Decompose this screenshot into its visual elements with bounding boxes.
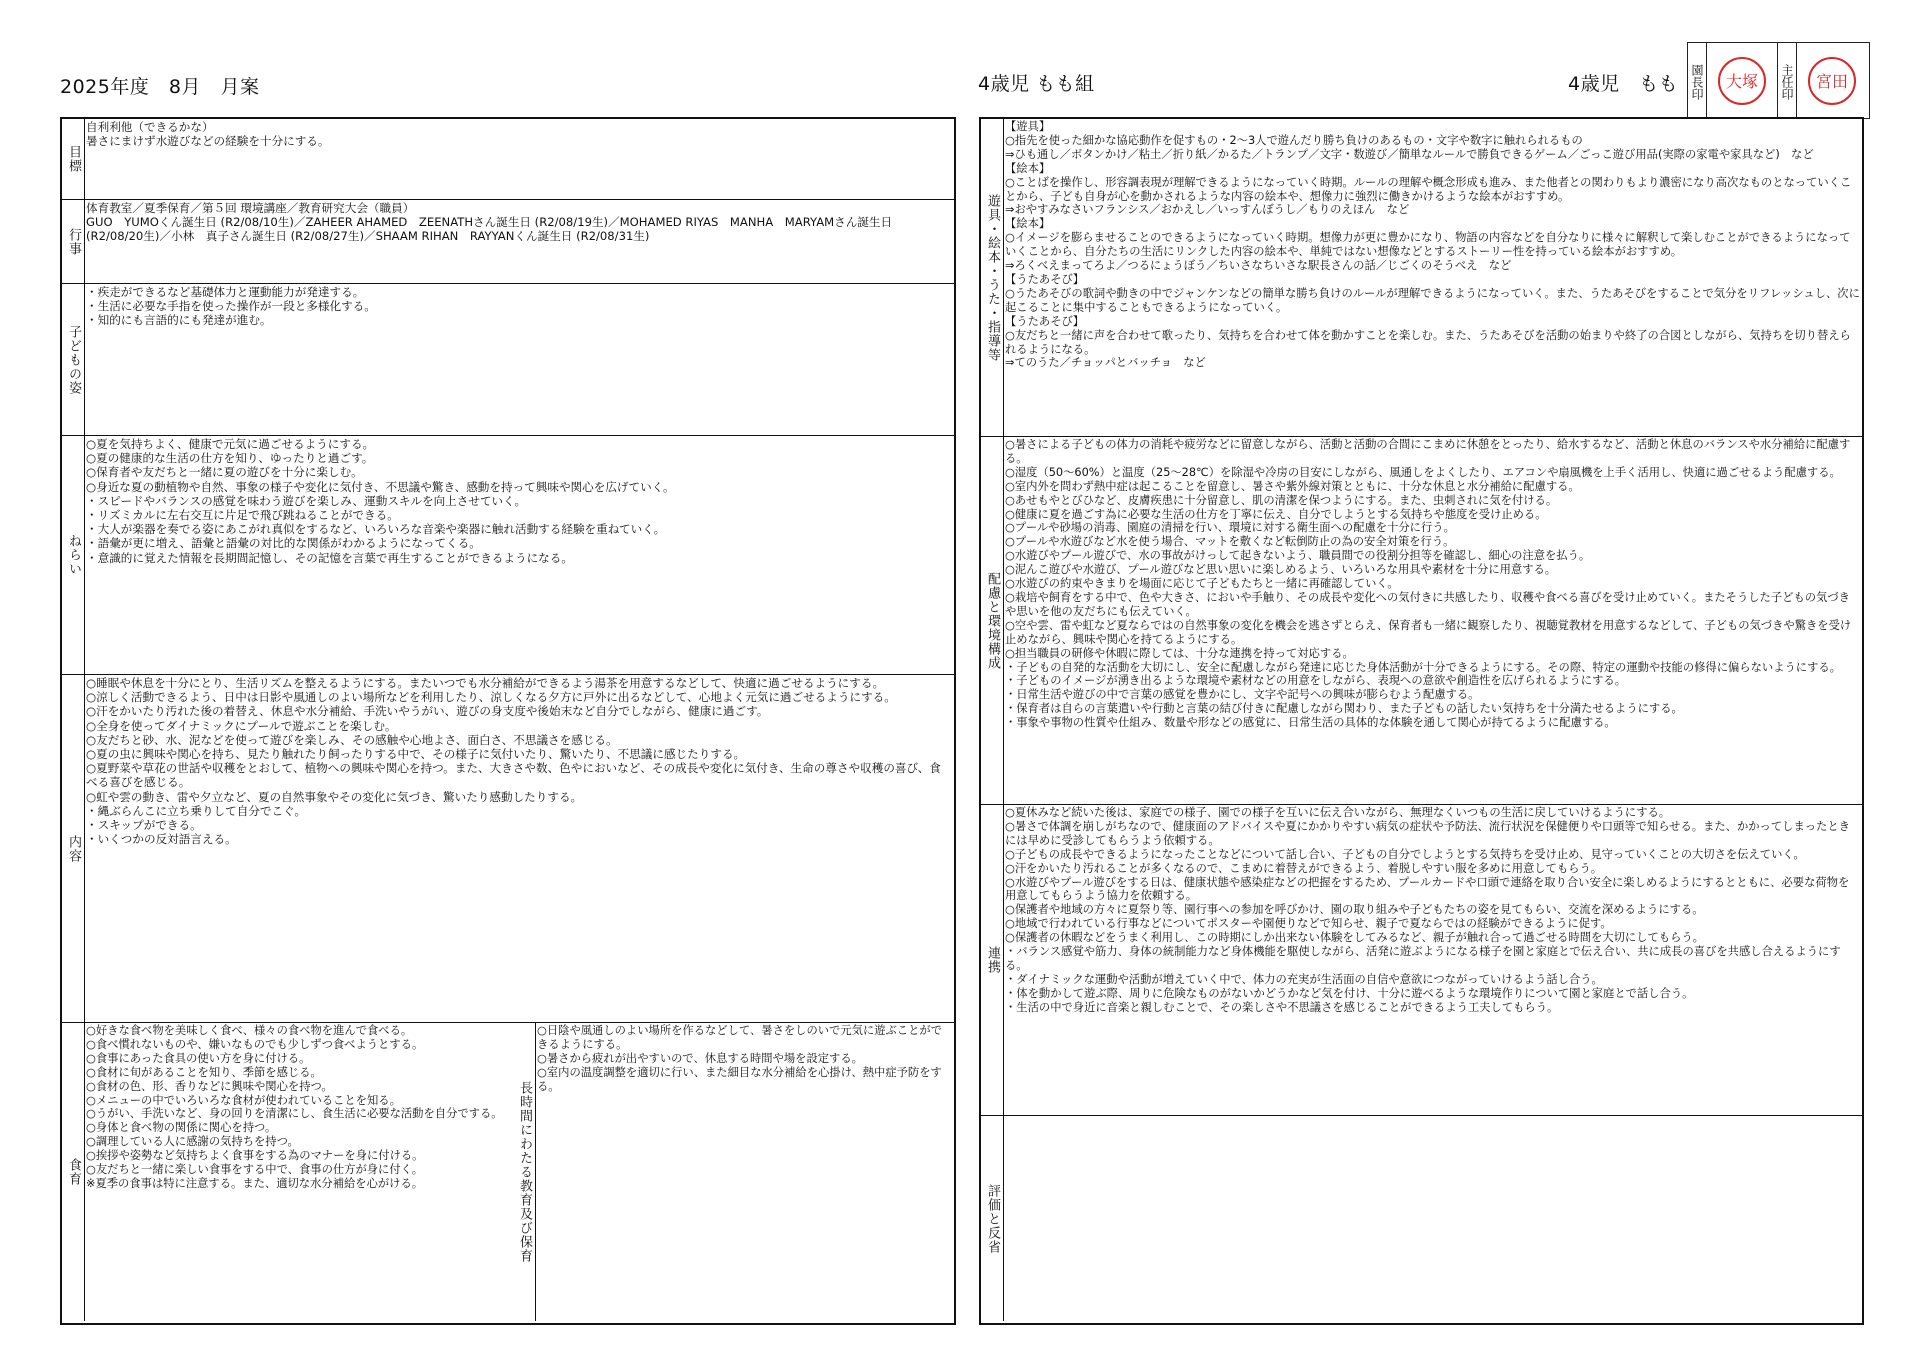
- text-line: ○健康に夏を過ごす為に必要な生活の仕方を丁寧に伝え、自分でしようとする気持ちや態度を受け止める。: [1005, 507, 1547, 521]
- text-line: ○夏の虫に興味や関心を持ち、見たり触れたり飼ったりする中で、その様子に気付いたり、驚いたり、不思議に感じたりする。: [86, 747, 746, 762]
- text-line: ○調理している人に感謝の気持ちを持つ。: [86, 1135, 299, 1149]
- text-line: ○担当職員の研修や休暇に際しては、十分な連携を持って対応する。: [1005, 646, 1354, 660]
- environment-content: [1005, 438, 1860, 804]
- text-line: ・縄ぶらんこに立ち乗りして自分でこぐ。: [86, 803, 307, 818]
- events-content: [86, 201, 952, 283]
- page-title: 2025年度 8月 月案: [60, 76, 260, 98]
- text-line: ○汗をかいたり汚れた後の着替え、休息や水分補給、手洗いやうがい、遊びの身支度や後始末など自分でしながら、健康に過ごす。: [86, 704, 769, 719]
- aims-row: [62, 436, 954, 675]
- text-line: ○食事にあった食具の使い方を身に付ける。: [86, 1051, 311, 1065]
- text-line: ・リズミカルに左右交互に片足で飛び跳ねることができる。: [86, 508, 399, 523]
- cooperation-content: [1005, 806, 1860, 1115]
- text-line: ・大人が楽器を奏でる姿にあこがれ真似をするなど、いろいろな音楽や楽器に触れ活動する経験を重ねていく。: [86, 522, 666, 537]
- text-line: GUO YUMOくん誕生日 (R2/08/10生)／ZAHEER AHAMED ZEENATHさん誕生日 (R2/08/19生)／MOHAMED RIYAS MANHA MARYAMさん誕生日 (R2/08/20生)／小林 真子さん誕生日 (R2/08/27生)／SHAAM RIHAN RAYYANくん誕生日 (R2/08/31生): [86, 215, 893, 244]
- approval-stamps: [1687, 42, 1870, 119]
- text-line: ○プールや水遊びなど水を使う場合、マットを敷くなど転倒防止の為の安全対策を行う。: [1005, 535, 1455, 549]
- principal-stamp-label: 園長印: [1688, 43, 1707, 118]
- long-care-content: [537, 1024, 952, 1321]
- text-line: ○友だちと一緒に声を合わせて歌ったり、気持ちを合わせて体を動かすことを楽しむ。また、うたあそびを活動の始まりや終了の合図としながら、気持ちを切り替えられるようになる。: [1005, 328, 1851, 356]
- text-line: ○空や雲、雷や虹など夏ならではの自然事象の変化を機会を逃さずとらえ、保育者も一緒に観察したり、視聴覚教材を用意するなどして、子どもの気づきや驚きを受け止めながら、興味や関心を持てるようにする。: [1005, 618, 1852, 646]
- aims-content: [86, 437, 952, 674]
- text-line: ⇒てのうた／チョッパとバッチョ など: [1005, 356, 1206, 370]
- left-plan-table: [60, 117, 956, 1325]
- text-line: ・保育者は自らの言葉遣いや行動と言葉の結び付きに配慮しながら関わり、また子どもの話したい気持ちを十分満たせるようにする。: [1005, 702, 1683, 716]
- child-state-row: [62, 284, 954, 436]
- text-line: ○うがい、手洗いなど、身の回りを清潔にし、食生活に必要な活動を自分でする。: [86, 1107, 503, 1121]
- play-content: [1005, 120, 1860, 436]
- text-line: ・生活に必要な手指を使った操作が一段と多様化する。: [86, 299, 376, 314]
- text-line: ・子どものイメージが湧き出るような環境や素材などの用意をしながら、表現への意欲や創造性を広げられるようにする。: [1005, 674, 1626, 688]
- text-line: 【絵本】: [1005, 161, 1051, 175]
- contents-row: [62, 675, 954, 1023]
- goals-content: [86, 120, 952, 199]
- text-line: 体育教室／夏季保育／第５回 環境講座／教育研究大会（職員）: [86, 201, 415, 215]
- principal-stamp-box: [1707, 43, 1778, 118]
- text-line: ・体を動かして遊ぶ際、周りに危険なものがないかどうかなど気を付け、十分に遊べるような環境作りについて園と家庭とで話し合う。: [1005, 986, 1694, 1000]
- text-line: ○身体と食べ物の関係に関心を持つ。: [86, 1121, 277, 1135]
- text-line: ○涼しく活動できるよう、日中は日影や風通しのよい場所などを利用したり、涼しくなる夕方に戸外に出るなどして、心地よく元気に過ごせるようにする。: [86, 690, 896, 705]
- evaluation-content[interactable]: [1005, 1117, 1860, 1321]
- text-line: ○ことばを操作し、形容調表現が理解できるようになっていく時期。ルールの理解や概念形成も進み、また他者との関わりもより濃密になり高次なものとなっていくことから、子ども自身が心を動かされるような内容の絵本や、想像力に強烈に働きかけるような絵本がおすすめ。: [1005, 175, 1852, 203]
- food-content: [86, 1024, 510, 1321]
- text-line: ・日常生活や遊びの中で言葉の感覚を豊かにし、文字や記号への興味が膨らむよう配慮する。: [1005, 688, 1480, 702]
- text-line: ○睡眠や休息を十分にとり、生活リズムを整えるようにする。またいつでも水分補給ができるよう湯茶を用意するなどして、快適に過ごせるようにする。: [86, 676, 885, 690]
- text-line: ○泥んこ遊びや水遊び、プール遊びなど思い思いに楽しめるよう、いろいろな用具や素材を十分に用意する。: [1005, 563, 1557, 577]
- aims-label: ねらい: [62, 436, 85, 674]
- text-line: ⇒ひも通し／ボタンかけ／粘土／折り紙／かるた／トランプ／文字・数遊び／簡単なルールで勝負できるゲーム／ごっこ遊び用品(実際の家電や家具など) など: [1005, 147, 1814, 161]
- text-line: ・いくつかの反対語言える。: [86, 832, 237, 847]
- text-line: ○虹や雲の動き、雷や夕立など、夏の自然事象やその変化に気づき、驚いたり感動したりする。: [86, 789, 583, 804]
- chief-stamp-box: [1797, 43, 1867, 118]
- text-line: ○水遊びやプール遊びで、水の事故がけっして起きないよう、職員間での役割分担等を確認し、細心の注意を払う。: [1005, 549, 1591, 563]
- long-care-label: 長時間にわたる教育及び保育: [513, 1023, 536, 1321]
- environment-row: [981, 437, 1862, 805]
- text-line: ・疾走ができるなど基礎体力と運動能力が発達する。: [86, 285, 365, 299]
- text-line: ○保護者の休暇などをうまく利用し、この時期にしか出来ない体験をしてみるなど、親子が触れ合って過ごせる時間を大切にしてもらう。: [1005, 931, 1704, 945]
- text-line: 【遊具】: [1005, 120, 1051, 133]
- text-line: ・バランス感覚や筋力、身体の統制能力など身体機能を駆使しながら、活発に遊ぶようになる様子を園と家庭とで伝え合い、共に成長の喜びを共感し合えるようにする。: [1005, 945, 1841, 972]
- chief-seal: 宮田: [1808, 57, 1856, 105]
- text-line: ⇒ろくべえまってろよ／つるにょうぼう／ちいさなちいさな駅長さんの話／じごくのそうべえ など: [1005, 259, 1512, 273]
- contents-content: [86, 676, 952, 1022]
- evaluation-label: 評価と反省: [981, 1116, 1004, 1321]
- text-line: ○水遊びの約束やきまりを場面に応じて子どもたちと一緒に再確認していく。: [1005, 577, 1399, 591]
- cooperation-row: [981, 805, 1862, 1116]
- child-state-content: [86, 285, 952, 435]
- events-row: [62, 200, 954, 284]
- text-line: ○栽培や飼育をする中で、色や大きさ、においや手触り、その成長や変化への気付きに共感したり、収穫や食べる喜びを受け止めていく。またそうした子どもの気づきや思いを他の友だちにも伝えていく。: [1005, 590, 1850, 618]
- text-line: ⇒おやすみなさいフランシス／おかえし／いっすんぼうし／もりのえほん など: [1005, 203, 1410, 217]
- text-line: ○イメージを膨らませることのできるようになっていく時期。想像力が更に豊かになり、物語の内容などを自分なりに様々に解釈して楽しむことができるようになっていくことから、自分たちの生活にリンクした内容の絵本や、単純ではない想像などとするストーリー性を持っている絵本がおすすめ。: [1005, 231, 1851, 259]
- text-line: ○友だちと砂、水、泥などを使って遊びを楽しみ、その感触や心地よさ、面白さ、不思議さを感じる。: [86, 732, 618, 747]
- environment-label: 配慮と環境構成: [981, 437, 1004, 804]
- text-line: ・語彙が更に増え、語彙と語彙の対比的な関係がわかるようになってくる。: [86, 536, 481, 551]
- food-care-row: [62, 1023, 954, 1321]
- text-line: ○汗をかいたり汚れることが多くなるので、こまめに着替えができるよう、着脱しやすい服を多めに用意してもらう。: [1005, 861, 1603, 875]
- text-line: ○あせもやとびひなど、皮膚疾患に十分留意し、肌の清潔を保つようにする。また、虫刺されに気を付ける。: [1005, 493, 1558, 507]
- text-line: 【うたあそび】: [1005, 272, 1085, 286]
- cooperation-label: 連携: [981, 805, 1004, 1115]
- text-line: ○食材に旬があることを知り、季節を感じる。: [86, 1065, 322, 1079]
- text-line: ・知的にも言語的にも発達が進む。: [86, 313, 272, 328]
- play-row: [981, 119, 1862, 437]
- contents-label: 内容: [62, 675, 85, 1022]
- text-line: ・事象や事物の性質や仕組み、数量や形などの感覚に、日常生活の具体的な体験を通して関心が持てるように配慮する。: [1005, 716, 1616, 730]
- text-line: ○日陰や風通しのよい場所を作るなどして、暑さをしのいで元気に遊ぶことができるようにする。: [537, 1024, 943, 1051]
- text-line: 自利利他（できるかな）: [86, 120, 214, 134]
- right-plan-table: [979, 117, 1864, 1325]
- text-line: ・スキップができる。: [86, 818, 202, 833]
- text-line: ○室内外を問わず熱中症は起こることを留意し、暑さや紫外線対策とともに、十分な休息と水分補給に配慮する。: [1005, 479, 1580, 493]
- goals-row: [62, 119, 954, 200]
- text-line: ○夏の健康的な生活の仕方を知り、ゆったりと過ごす。: [86, 451, 374, 466]
- text-line: ・ダイナミックな運動や活動が増えていく中で、体力の充実が生活面の自信や意欲につながっていけるよう話し合う。: [1005, 972, 1603, 986]
- events-label: 行事: [62, 200, 85, 283]
- text-line: ○暑さによる子どもの体力の消耗や疲労などに留意しながら、活動と活動の合間にこまめに休憩をとったり、給水するなど、活動と休息のバランスや水分補給に配慮する。: [1005, 438, 1851, 465]
- text-line: ○友だちと一緒に楽しい食事をする中で、食事の仕方が身に付く。: [86, 1163, 424, 1177]
- text-line: 【うたあそび】: [1005, 314, 1085, 328]
- text-line: ○水遊びやプール遊びをする日は、健康状態や感染症などの把握をするため、プールカードや口頭で連絡を取り合い安全に楽しめるようにするとともに、必要な荷物を用意してもらうよう協力を依頼する。: [1005, 875, 1850, 903]
- text-line: ○身近な夏の動植物や自然、事象の様子や変化に気付き、不思議や驚き、感動を持って興味や関心を広げていく。: [86, 479, 675, 494]
- text-line: ○うたあそびの歌詞や動きの中でジャンケンなどの簡単な勝ち負けのルールが理解できるようになっていく。また、うたあそびをすることで気分をリフレッシュし、次に起こることに集中することもできるようになっていく。: [1005, 286, 1860, 314]
- text-line: ○湿度（50〜60%）と温度（25〜28℃）を除湿や冷房の目安にしながら、風通しをよくしたり、エアコンや扇風機を上手く活用し、快適に過ごせるよう配慮する。: [1005, 465, 1841, 479]
- text-line: ※夏季の食事は特に注意する。また、適切な水分補給を心がける。: [86, 1176, 424, 1190]
- principal-seal: 大塚: [1718, 57, 1766, 105]
- play-label: 遊具・絵本・うた・指導等: [981, 119, 1004, 436]
- text-line: ○地域で行われている行事などについてポスターや園便りなどで知らせ、親子で夏ならではの経験ができるように促す。: [1005, 917, 1612, 931]
- text-line: ・スピードやバランスの感覚を味わう遊びを楽しみ、運動スキルを向上させていく。: [86, 493, 527, 508]
- text-line: ○夏野菜や草花の世話や収穫をとおして、植物への興味や関心を持つ。また、大きさや数、色やにおいなど、その成長や変化に気付き、生命の尊さや収穫の喜び、食べる喜びを感じる。: [86, 761, 941, 790]
- text-line: ○メニューの中でいろいろな食材が使われていることを知る。: [86, 1093, 401, 1107]
- text-line: 暑さにまけず水遊びなどの経験を十分にする。: [86, 134, 330, 149]
- class-name-right: 4歳児 もも: [1568, 73, 1679, 95]
- text-line: ○夏休みなど続いた後は、家庭での様子、園での様子を互いに伝え合いながら、無理なくいつもの生活に戻していけるようにする。: [1005, 806, 1671, 819]
- text-line: ○食材の色、形、香りなどに興味や関心を持つ。: [86, 1079, 333, 1093]
- text-line: ○保育者や友だちと一緒に夏の遊びを十分に楽しむ。: [86, 465, 363, 480]
- text-line: ○暑さから疲れが出やすいので、休息する時間や場を設定する。: [537, 1051, 863, 1065]
- text-line: ○指先を使った細かな協応動作を促すもの・2〜3人で遊んだり勝ち負けのあるもの・文字や数字に触れられるもの: [1005, 133, 1583, 147]
- text-line: ○挨拶や姿勢など気持ちよく食事をする為のマナーを身に付ける。: [86, 1149, 424, 1163]
- text-line: ○子どもの成長やできるようになったことなどについて話し合い、子どもの自分でしようとする気持ちを受け止め、見守っていくことの大切さを伝えていく。: [1005, 847, 1805, 861]
- child-state-label: 子どもの姿: [62, 284, 85, 435]
- text-line: ○暑さで体調を崩しがちなので、健康面のアドバイスや夏にかかりやすい病気の症状や予防法、流行状況を保健便りや口頭等で知らせる。また、かかってしまったときには早めに受診してもらうよう依頼する。: [1005, 819, 1850, 847]
- text-line: ○室内の温度調整を適切に行い、また細目な水分補給を心掛け、熱中症予防をする。: [537, 1065, 942, 1093]
- text-line: ・子どもの自発的な活動を大切にし、安全に配慮しながら発達に応じた身体活動が十分できるようにする。その際、特定の運動や技能の修得に偏らないようにする。: [1005, 660, 1841, 674]
- text-line: ○好きな食べ物を美味しく食べ、様々の食べ物を進んで食べる。: [86, 1024, 413, 1037]
- goals-label: 目標: [62, 119, 85, 199]
- text-line: ・生活の中で身近に音楽と親しむことで、その楽しさや不思議さを感じることができるよう工夫してもらう。: [1005, 1000, 1559, 1014]
- text-line: ○プールや砂場の消毒、園庭の清掃を行い、環境に対する衛生面への配慮を十分に行う。: [1005, 521, 1455, 535]
- text-line: ○夏を気持ちよく、健康で元気に過ごせるようにする。: [86, 437, 375, 451]
- text-line: ・意識的に覚えた情報を長期間記憶し、その記憶を言葉で再生することができるようになる。: [86, 550, 573, 565]
- text-line: ○保護者や地域の方々に夏祭り等、園行事への参加を呼びかけ、園の取り組みや子どもたちの姿を見てもらい、交流を深めるようにする。: [1005, 903, 1704, 917]
- evaluation-row: [981, 1116, 1862, 1321]
- class-name-center: 4歳児 もも組: [978, 73, 1095, 95]
- text-line: 【絵本】: [1005, 217, 1051, 231]
- text-line: ○食べ慣れないものや、嫌いなものでも少しずつ食べようとする。: [86, 1037, 424, 1051]
- text-line: ○全身を使ってダイナミックにプールで遊ぶことを楽しむ。: [86, 718, 397, 733]
- chief-stamp-label: 主任印: [1778, 43, 1797, 118]
- food-label: 食育: [62, 1023, 85, 1321]
